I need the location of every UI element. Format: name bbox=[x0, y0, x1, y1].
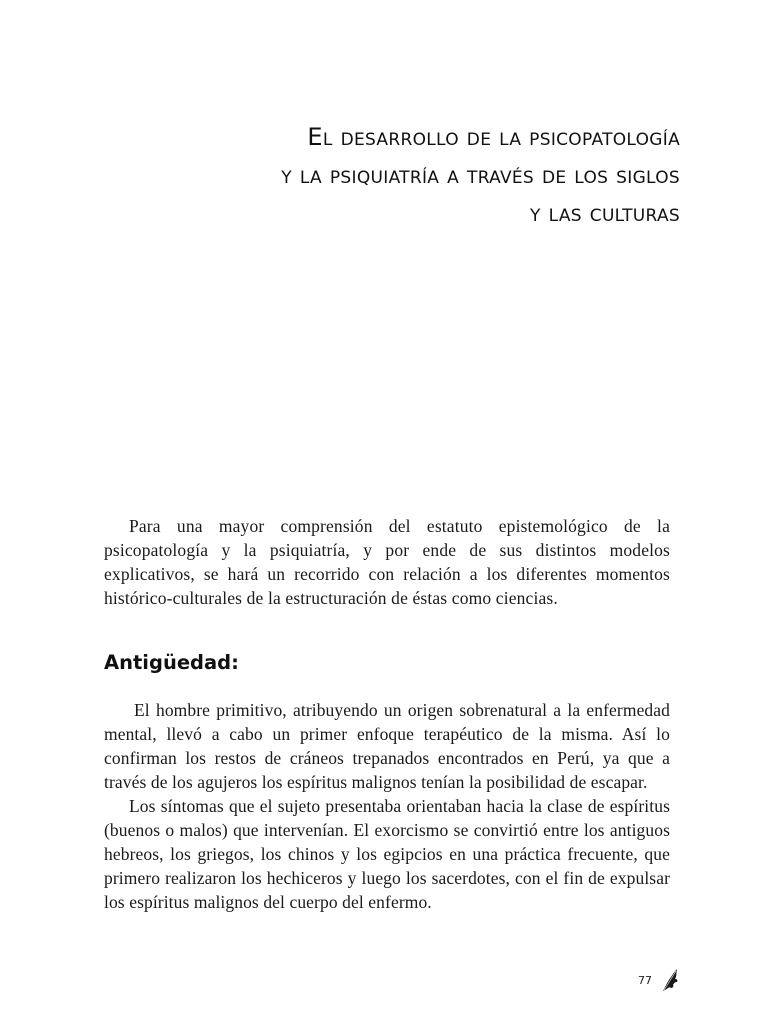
chapter-title-line-1: El desarrollo de la psicopatología bbox=[307, 123, 680, 151]
chapter-title-line-2: y la psiquiatría a través de los siglos bbox=[281, 161, 680, 189]
leaf-icon bbox=[660, 968, 680, 992]
page-number: 77 bbox=[638, 973, 652, 987]
intro-section bbox=[104, 514, 670, 610]
chapter-title bbox=[120, 118, 680, 232]
page-footer bbox=[638, 968, 680, 992]
body-paragraph-1: El hombre primitivo, atribuyendo un origen sobrenatural a la enfermedad mental, llevó a cabo un primer enfoque terapéutico de la misma. Así lo confirman los restos de cráneos trepanados encontrados en Perú, ya que a través de los agujeros los espíritus malignos tenían la posibilidad de escapar. bbox=[104, 700, 670, 792]
intro-paragraph: Para una mayor comprensión del estatuto epistemológico de la psicopatología y la psiquiatría, y por ende de sus distintos modelos explicativos, se hará un recorrido con relación a los diferentes momentos histórico-culturales de la estructuración de éstas como ciencias. bbox=[104, 516, 670, 608]
body-paragraph-2: Los síntomas que el sujeto presentaba orientaban hacia la clase de espíritus (buenos o malos) que intervenían. El exorcismo se convirtió entre los antiguos hebreos, los griegos, los chinos y los egipcios en una práctica frecuente, que primero realizaron los hechiceros y luego los sacerdotes, con el fin de expulsar los espíritus malignos del cuerpo del enfermo. bbox=[104, 796, 670, 912]
chapter-title-line-3: y las culturas bbox=[530, 199, 680, 227]
section-heading: Antigüedad: bbox=[104, 651, 239, 674]
section-body bbox=[104, 698, 670, 914]
